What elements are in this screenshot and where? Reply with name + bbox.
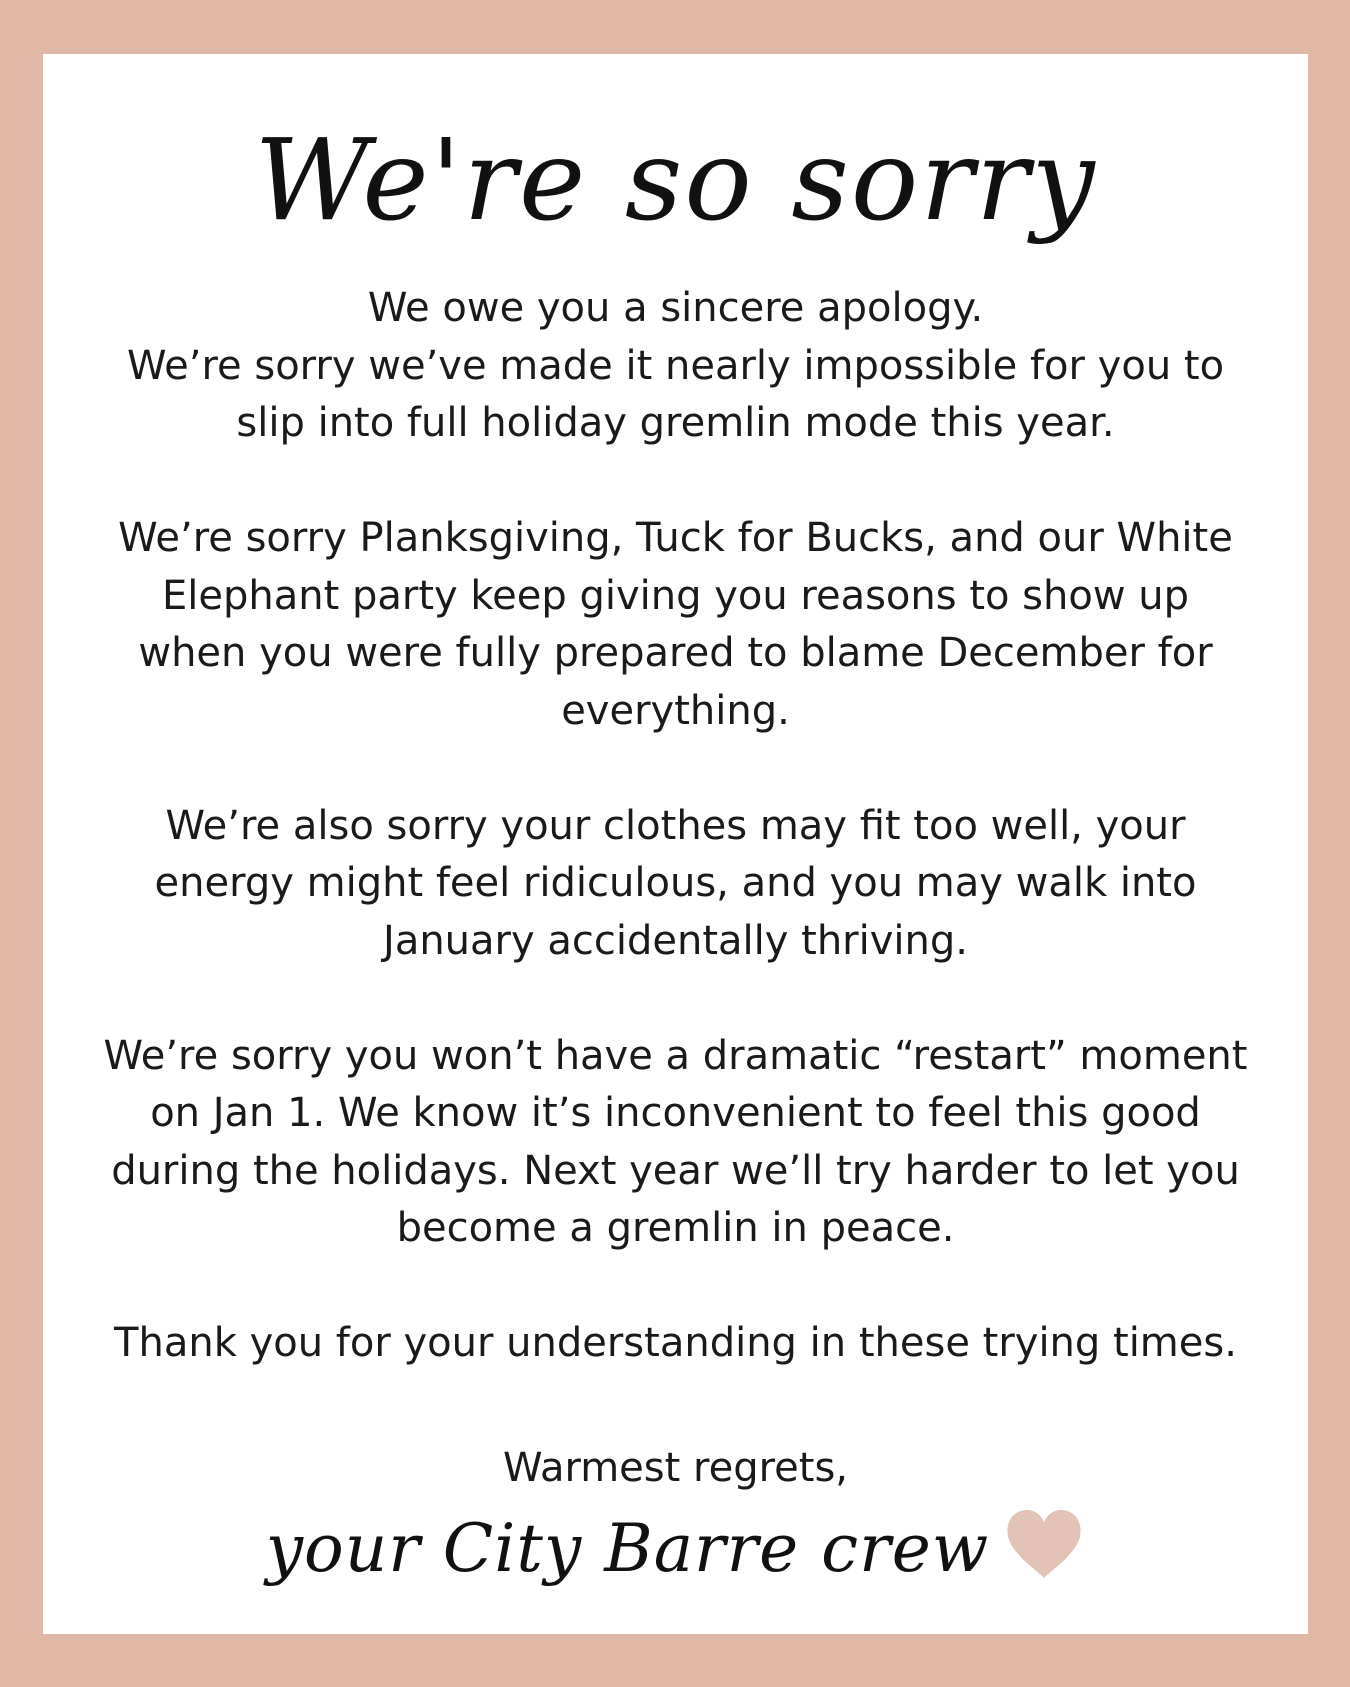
- text-line: We’re also sorry your clothes may fit too well, your: [165, 802, 1186, 849]
- text-line: January accidentally thriving.: [383, 917, 968, 964]
- text-line: on Jan 1. We know it’s inconvenient to feel this good: [150, 1090, 1201, 1136]
- text-line: We’re sorry Planksgiving, Tuck for Bucks, and our White: [118, 515, 1233, 561]
- letter-card: [43, 54, 1308, 1634]
- paragraph-thriving: [63, 798, 1288, 971]
- paragraph-restart: [63, 1028, 1288, 1258]
- text-line: We’re sorry we’ve made it nearly impossible for you to: [126, 342, 1225, 389]
- text-line: become a gremlin in peace.: [396, 1205, 955, 1251]
- text-line: We’re sorry you won’t have a dramatic “restart” moment: [103, 1032, 1248, 1079]
- text-line: energy might feel ridiculous, and you may walk into: [154, 860, 1197, 906]
- paragraph-thanks: [63, 1315, 1288, 1373]
- page-title: We're so sorry: [254, 116, 1097, 246]
- letter-body: [63, 280, 1288, 1430]
- text-line: when you were fully prepared to blame December for: [138, 630, 1213, 676]
- paragraph-events: [63, 510, 1288, 740]
- paragraph-apology: [63, 280, 1288, 453]
- text-line: slip into full holiday gremlin mode this year.: [236, 400, 1115, 446]
- heart-icon: [1003, 1506, 1085, 1582]
- text-line: We owe you a sincere apology.: [367, 285, 984, 331]
- text-line: during the holidays. Next year we’ll try harder to let you: [111, 1147, 1240, 1194]
- closing-text: Warmest regrets,: [502, 1445, 849, 1491]
- text-line: Elephant party keep giving you reasons to show up: [161, 572, 1190, 619]
- signature: your City Barre crew: [265, 1510, 990, 1587]
- text-line: Thank you for your understanding in these trying times.: [114, 1320, 1237, 1366]
- text-line: everything.: [561, 687, 790, 734]
- signature-row: [43, 1494, 1308, 1604]
